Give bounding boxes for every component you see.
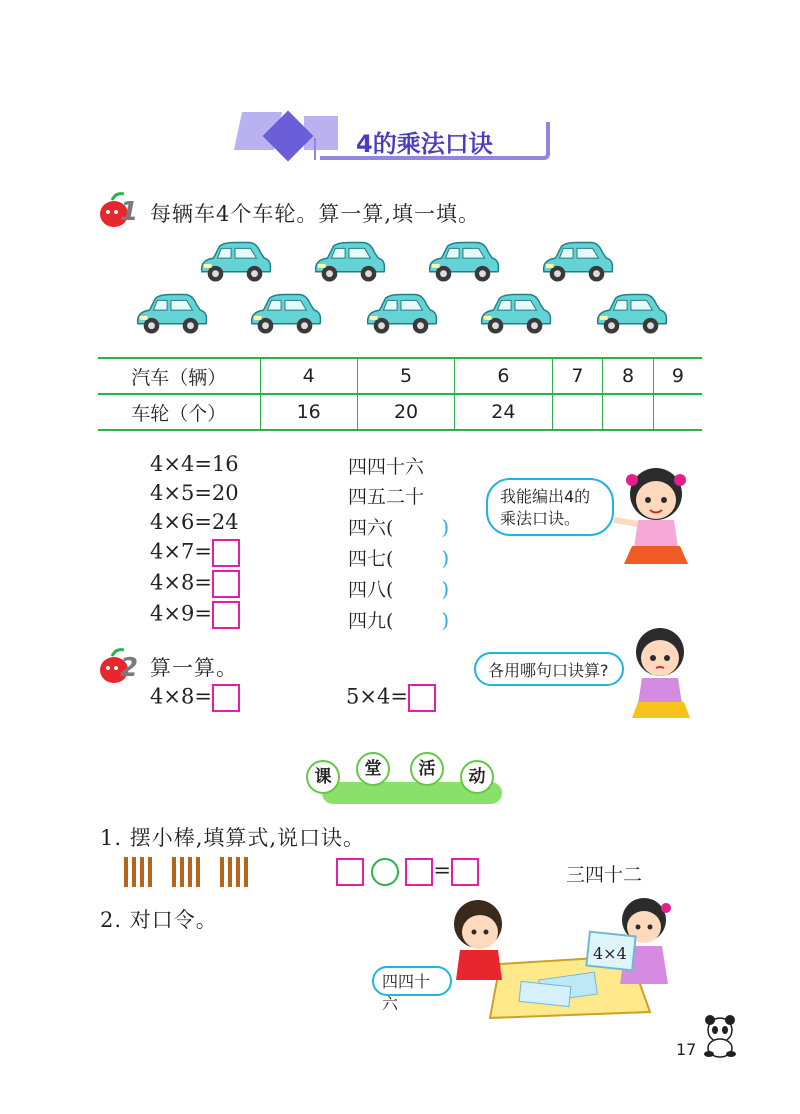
speech-bubble: 各用哪句口诀算? [474,652,624,686]
svg-text:1: 1 [120,197,139,227]
kids-table-illustration-icon [440,894,690,1020]
table-row [98,358,702,394]
rhyme: 四九( [348,610,394,632]
answer-box[interactable] [451,858,479,886]
speech-bubble: 我能编出4的乘法口诀。 [486,478,614,536]
page-number: 17 [676,1040,697,1059]
task2-text: 2. 对口令。 [100,908,218,932]
sticks-icon [120,855,260,889]
table-cell: 9 [653,358,702,394]
car-icon [538,238,616,286]
equation: 4×8= [150,570,212,595]
rhyme: 四八( [348,579,394,601]
rhyme: 四五二十 [348,486,425,508]
car-icon [132,290,210,338]
car-icon [246,290,324,338]
answer-box[interactable] [408,684,436,712]
equals-sign: = [433,858,451,883]
answer-cell[interactable] [603,394,654,430]
table-cell: 4 [260,358,357,394]
table-cell: 5 [357,358,454,394]
rhyme-row: 四七( ) [348,546,450,570]
equation: 4×5=20 [150,481,239,505]
table-header-cell: 汽车（辆） [98,358,260,394]
wheels-table [98,357,702,431]
car-icon [424,238,502,286]
car-icon [196,238,274,286]
equation: 5×4= [346,684,408,709]
task1-text: 1. 摆小棒,填算式,说口诀。 [100,826,366,850]
equation: 4×4=16 [150,452,239,476]
equation: 4×8= [150,684,212,709]
equation: 4×6=24 [150,510,239,534]
table-header-cell: 车轮（个） [98,394,260,430]
problem2-text: 算一算。 [150,656,238,680]
table-row [98,394,702,430]
equation: 4×9= [150,601,212,626]
problem1-text: 每辆车4个车轮。算一算,填一填。 [150,202,481,226]
equation: 4×7= [150,539,212,564]
panda-icon [700,1014,740,1058]
task1-rhyme: 三四十二 [566,864,643,886]
equation-row [150,601,240,629]
answer-box[interactable] [212,570,240,598]
fill-equation [336,858,479,886]
rhyme: 四四十六 [348,456,425,478]
activity-label-char: 堂 [356,752,390,786]
activity-label-char: 活 [410,752,444,786]
answer-box[interactable] [405,858,433,886]
car-icon [362,290,440,338]
girl-illustration-icon [608,460,704,570]
table-cell: 7 [552,358,603,394]
equation-row [150,539,240,567]
activity-label-char: 课 [306,760,340,794]
answer-cell[interactable] [653,394,702,430]
answer-box[interactable] [212,684,240,712]
operator-circle[interactable] [371,858,399,886]
car-icon [310,238,388,286]
table-cell: 16 [260,394,357,430]
table-cell: 6 [455,358,552,394]
equation-row [150,570,240,598]
rhyme: 四七( [348,548,394,570]
problem-marker-icon [96,646,146,686]
equation-row [150,684,240,712]
table-cell: 8 [603,358,654,394]
rhyme-row: 四六( ) [348,515,450,539]
svg-text:2: 2 [120,653,139,683]
answer-box[interactable] [212,539,240,567]
activity-label-char: 动 [460,760,494,794]
car-icon [476,290,554,338]
table-cell: 20 [357,394,454,430]
speech-bubble: 四四十六 [372,966,452,996]
rhyme-row: 四八( ) [348,577,450,601]
equation-row [346,684,436,712]
answer-cell[interactable] [552,394,603,430]
rhyme-row: 四九( ) [348,608,450,632]
table-cell: 24 [455,394,552,430]
rhyme: 四六( [348,517,394,539]
car-icon [592,290,670,338]
girl-illustration-icon [616,622,706,722]
svg-text:4×4: 4×4 [593,944,627,963]
answer-box[interactable] [336,858,364,886]
title-decoration [314,138,316,160]
problem-marker-icon [96,190,146,230]
page-title: 4的乘法口诀 [356,130,493,158]
answer-box[interactable] [212,601,240,629]
